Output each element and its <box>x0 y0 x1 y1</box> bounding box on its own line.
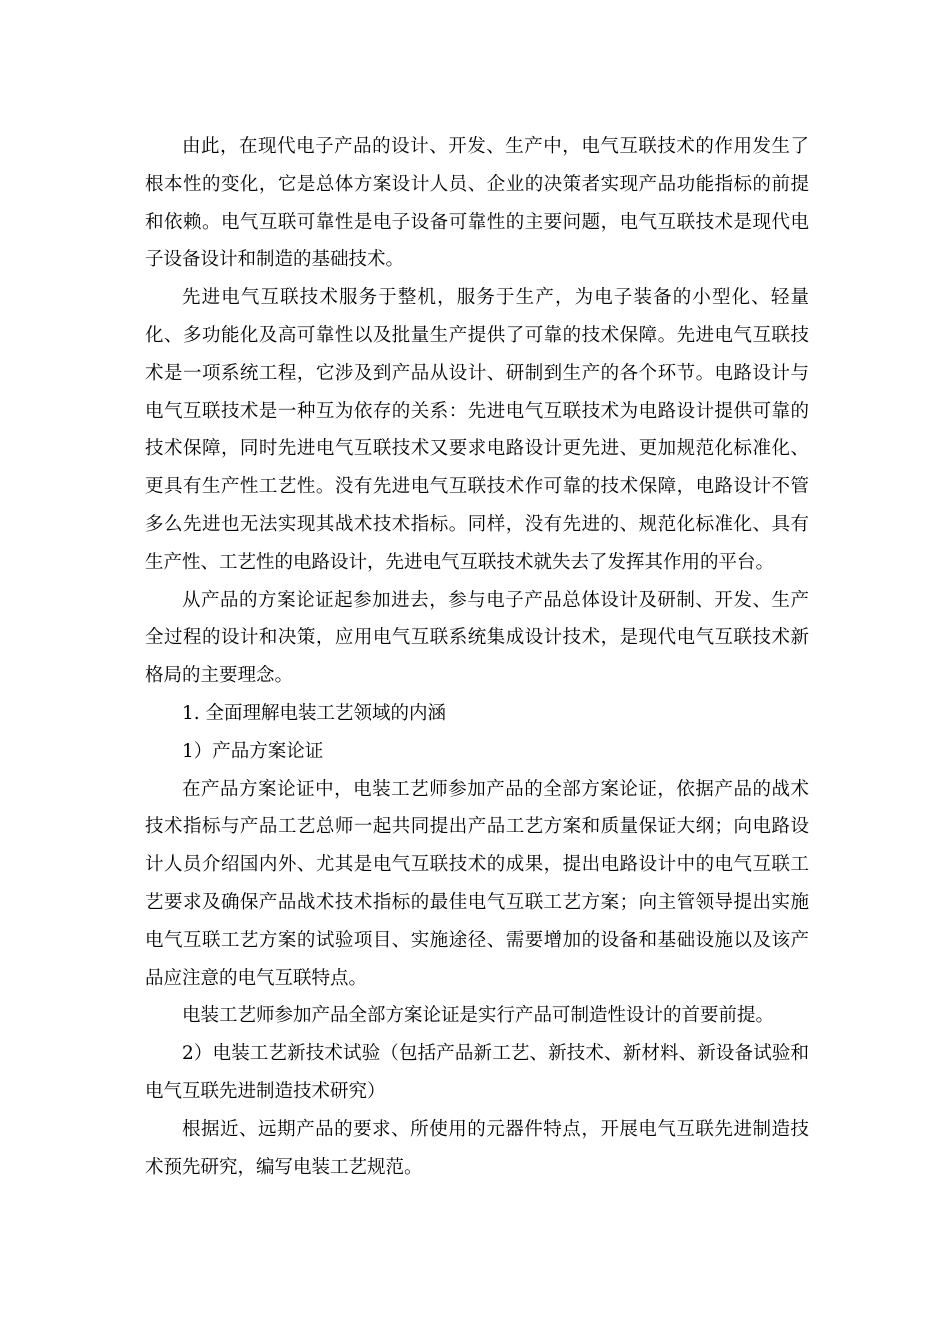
subsection-heading: 1）产品方案论证 <box>182 740 324 762</box>
document-body <box>145 128 809 1186</box>
subsection-heading: 2）电装工艺新技术试验（包括产品新工艺、新技术、新材料、新设备试验和电气互联先进制造技术研究） <box>145 1043 809 1102</box>
section-heading: 1. 全面理解电装工艺领域的内涵 <box>182 702 447 724</box>
paragraph: 根据近、远期产品的要求、所使用的元器件特点，开展电气互联先进制造技术预先研究，编写电装工艺规范。 <box>145 1118 809 1178</box>
paragraph: 在产品方案论证中，电装工艺师参加产品的全部方案论证，依据产品的战术技术指标与产品工艺总师一起共同提出产品工艺方案和质量保证大纲；向电路设计人员介绍国内外、尤其是电气互联技术的成果，提出电路设计中的电气互联工艺要求及确保产品战术技术指标的最佳电气互联工艺方案；向主管领导提出实施电气互联工艺方案的试验项目、实施途径、需要增加的设备和基础设施以及该产品应注意的电气互联特点。 <box>145 778 809 989</box>
paragraph: 电装工艺师参加产品全部方案论证是实行产品可制造性设计的首要前提。 <box>182 1005 775 1027</box>
paragraph: 从产品的方案论证起参加进去，参与电子产品总体设计及研制、开发、生产全过程的设计和决策，应用电气互联系统集成设计技术，是现代电气互联技术新格局的主要理念。 <box>145 589 809 687</box>
paragraph: 由此，在现代电子产品的设计、开发、生产中，电气互联技术的作用发生了根本性的变化，它是总体方案设计人员、企业的决策者实现产品功能指标的前提和依赖。电气互联可靠性是电子设备可靠性的主要问题，电气互联技术是现代电子设备设计和制造的基础技术。 <box>145 136 809 271</box>
paragraph: 先进电气互联技术服务于整机，服务于生产，为电子装备的小型化、轻量化、多功能化及高可靠性以及批量生产提供了可靠的技术保障。先进电气互联技术是一项系统工程，它涉及到产品从设计、研制到生产的各个环节。电路设计与电气互联技术是一种互为依存的关系：先进电气互联技术为电路设计提供可靠的技术保障，同时先进电气互联技术又要求电路设计更先进、更加规范化标准化、更具有生产性工艺性。没有先进电气互联技术作可靠的技术保障，电路设计不管多么先进也无法实现其战术技术指标。同样，没有先进的、规范化标准化、具有生产性、工艺性的电路设计，先进电气互联技术就失去了发挥其作用的平台。 <box>145 287 809 573</box>
